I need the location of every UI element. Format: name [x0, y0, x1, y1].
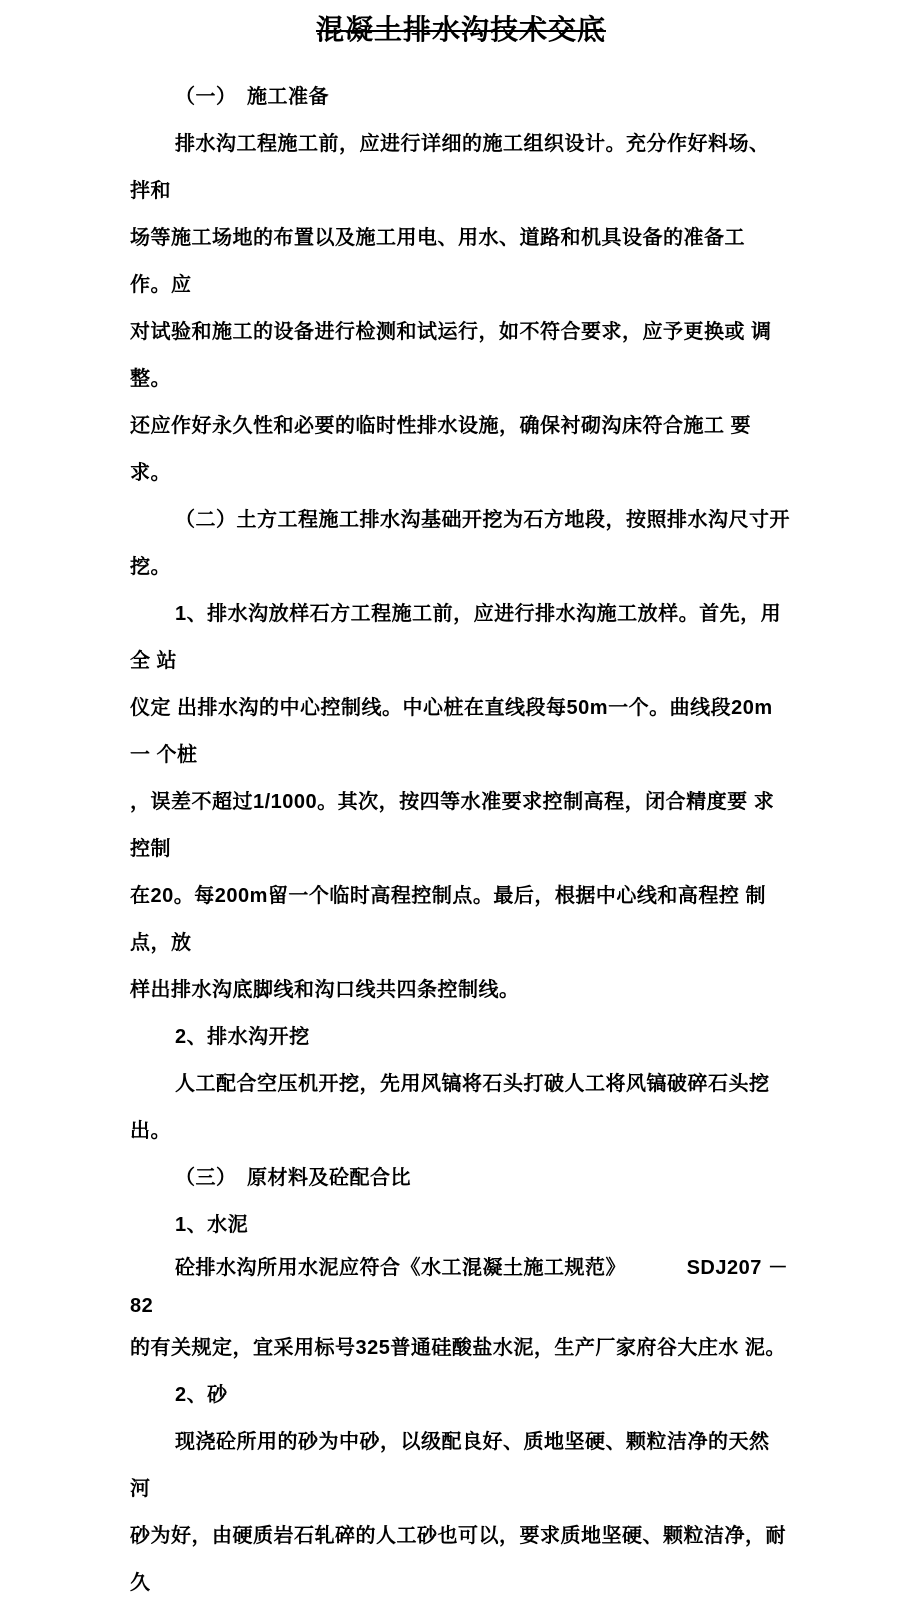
text-line: 场等施工场地的布置以及施工用电、用水、道路和机具设备的准备工 作。应: [130, 227, 752, 296]
text-line: 1、排水沟放样石方工程施工前，应进行排水沟施工放样。首先，用全 站: [130, 603, 782, 672]
text-line: 1、水泥: [175, 1214, 249, 1236]
text-line: 的有关规定，宜采用标号325普通硅酸盐水泥，生产厂家府谷大庄水 泥。: [130, 1337, 786, 1359]
text-line: （一） 施工准备: [175, 86, 329, 108]
text-line: 2、砂: [175, 1384, 228, 1406]
text-line: 砼排水沟所用水泥应符合《水工混凝土施工规范》 SDJ207 － 82: [130, 1257, 795, 1317]
document-title: 混凝土排水沟技术交底: [315, 14, 606, 45]
text-line: 对试验和施工的设备进行检测和试运行，如不符合要求，应予更换或 调整。: [130, 321, 772, 390]
text-line: 人工配合空压机开挖，先用风镐将石头打破人工将风镐破碎石头挖 出。: [130, 1073, 776, 1142]
text-line: ，误差不超过1/1000。其次，按四等水准要求控制高程，闭合精度要 求控制: [130, 791, 775, 860]
text-line: 砂为好，由硬质岩石轧碎的人工砂也可以，要求质地坚硬、颗粒洁净，耐 久: [130, 1525, 793, 1594]
text-line: 排水沟工程施工前，应进行详细的施工组织设计。充分作好料场、 拌和: [130, 133, 776, 202]
text-line: 2、排水沟开挖: [175, 1026, 310, 1048]
text-line: 在20。每200m留一个临时高程控制点。最后，根据中心线和高程控 制点，放: [130, 885, 766, 954]
text-line: 现浇砼所用的砂为中砂，以级配良好、质地坚硬、颗粒洁净的天然 河: [130, 1431, 776, 1500]
text-line: 仪定 出排水沟的中心控制线。中心桩在直线段每50m一个。曲线段20m一 个桩: [130, 697, 773, 766]
text-line: 样出排水沟底脚线和沟口线共四条控制线。: [130, 979, 520, 1001]
text-line: （二）土方工程施工排水沟基础开挖为石方地段，按照排水沟尺寸开 挖。: [130, 509, 797, 578]
text-line: 还应作好永久性和必要的临时性排水设施，确保衬砌沟床符合施工 要求。: [130, 415, 752, 484]
text-line: （三） 原材料及砼配合比: [175, 1167, 411, 1189]
